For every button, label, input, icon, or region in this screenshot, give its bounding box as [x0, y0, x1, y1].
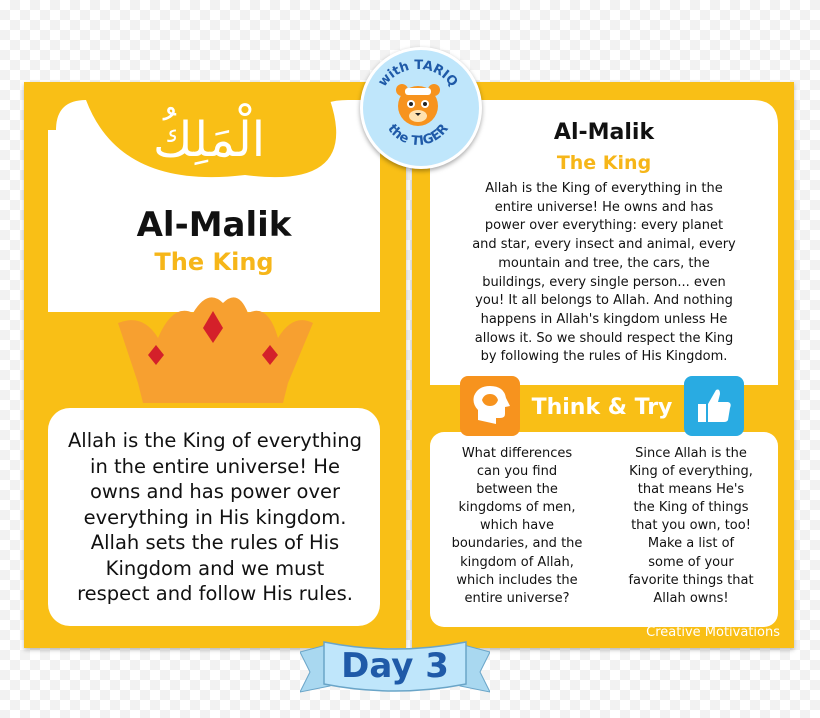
think-line: between the: [476, 482, 558, 498]
think-line: which have: [480, 518, 554, 534]
think-line: kingdoms of men,: [458, 500, 576, 516]
head-icon: [460, 376, 520, 436]
right-body-line: buildings, every single person... even: [482, 274, 726, 290]
try-line: Make a list of: [647, 536, 735, 552]
try-line: Allah owns!: [653, 590, 729, 606]
right-body-line: you! It all belongs to Allah. And nothing: [475, 293, 733, 309]
try-line: that means He's: [637, 482, 745, 498]
left-body-line: in the entire universe! He: [90, 454, 340, 478]
right-body: [436, 180, 772, 367]
right-translation: The King: [556, 152, 652, 174]
footer-brand: Creative Motivations: [646, 625, 780, 640]
left-name: Al-Malik: [136, 205, 292, 245]
try-line: King of everything,: [629, 464, 753, 480]
left-body-line: owns and has power over: [89, 480, 341, 503]
try-line: that you own, too!: [631, 518, 751, 534]
think-text: [437, 445, 597, 608]
right-body-line: mountain and tree, the cars, the: [498, 255, 710, 271]
think-line: entire universe?: [464, 590, 570, 606]
thumbs-up-icon: [684, 376, 744, 436]
section-title: Think & Try: [531, 395, 673, 420]
think-line: can you find: [476, 464, 558, 480]
right-body-line: happens in Allah's kingdom unless He: [480, 311, 728, 327]
think-line: What differences: [461, 446, 573, 461]
tiger-face-icon: [391, 78, 445, 132]
day-label: Day 3: [341, 646, 449, 686]
left-body-line: everything in His kingdom.: [83, 505, 347, 529]
think-line: which includes the: [456, 572, 578, 588]
try-line: the King of things: [633, 500, 749, 516]
try-line: Since Allah is the: [635, 446, 747, 461]
badge-top-text: with TARIQ: [375, 57, 461, 90]
badge-bottom-text: the TIGER: [384, 121, 452, 150]
try-line: some of your: [648, 554, 734, 570]
try-line: favorite things that: [628, 572, 754, 588]
right-body-line: allows it. So we should respect the King: [474, 330, 734, 346]
right-body-line: entire universe! He owns and has: [494, 199, 714, 215]
left-body-line: respect and follow His rules.: [77, 582, 353, 605]
left-body-line: Allah sets the rules of His: [90, 531, 340, 554]
arabic-name: الْمَلِكُ: [152, 112, 266, 168]
think-line: kingdom of Allah,: [460, 554, 574, 570]
right-body-line: Allah is the King of everything in the: [485, 181, 723, 196]
try-text: [610, 445, 772, 608]
right-body-line: and star, every insect and animal, every: [472, 237, 736, 253]
left-body-line: Allah is the King of everything: [67, 429, 363, 452]
think-line: boundaries, and the: [451, 536, 583, 552]
left-body-line: Kingdom and we must: [105, 556, 325, 580]
right-body-line: power over everything: every planet: [484, 218, 724, 234]
right-body-line: by following the rules of His Kingdom.: [480, 349, 728, 365]
left-translation: The King: [154, 248, 274, 276]
right-name: Al-Malik: [553, 120, 655, 145]
